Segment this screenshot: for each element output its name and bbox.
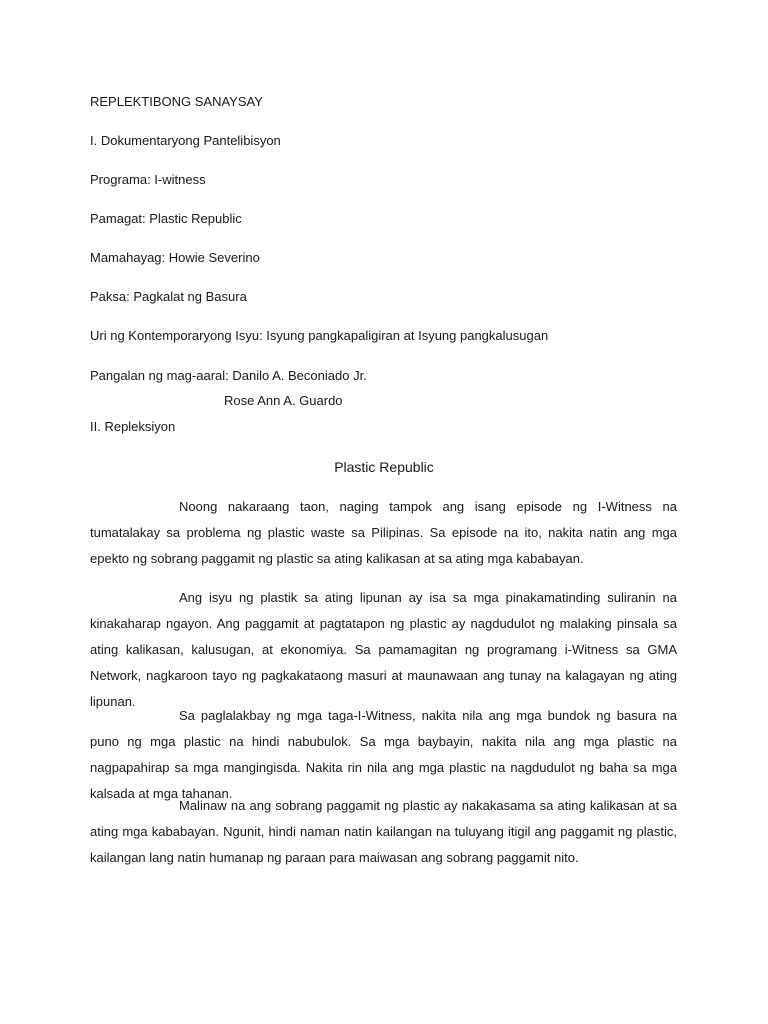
programa-line: Programa: I-witness [90, 172, 206, 187]
mamahayag-line: Mamahayag: Howie Severino [90, 250, 260, 265]
student-name-line: Pangalan ng mag-aaral: Danilo A. Beconiado Jr. [90, 368, 367, 383]
essay-paragraph: Sa paglalakbay ng mga taga-I-Witness, nakita nila ang mga bundok ng basura na puno ng mga plastic na hindi nabubulok. Sa mga baybayin, nakita nila ang mga plastic na nagpapahirap sa mga mangingisda. Nakita rin nila ang mga plastic na nagdudulot ng baha sa mga kalsada at mga tahanan. [90, 708, 677, 801]
document-heading: REPLEKTIBONG SANAYSAY [90, 94, 263, 109]
essay-paragraph: Noong nakaraang taon, naging tampok ang isang episode ng I-Witness na tumatalakay sa problema ng plastic waste sa Pilipinas. Sa episode na ito, nakita natin ang mga epekto ng sobrang paggamit ng plastic sa ating kalikasan at sa ating mga kababayan. [90, 499, 677, 566]
section-two-heading: II. Repleksiyon [90, 419, 176, 434]
pamagat-line: Pamagat: Plastic Republic [90, 211, 242, 226]
uri-line: Uri ng Kontemporaryong Isyu: Isyung pangkapaligiran at Isyung pangkalusugan [90, 328, 549, 343]
section-one-heading: I. Dokumentaryong Pantelibisyon [90, 133, 281, 148]
essay-title: Plastic Republic [334, 459, 434, 475]
paksa-line: Paksa: Pagkalat ng Basura [90, 289, 247, 304]
student-name-second: Rose Ann A. Guardo [224, 393, 343, 408]
essay-paragraph: Ang isyu ng plastik sa ating lipunan ay isa sa mga pinakamatinding suliranin na kinakaharap ngayon. Ang paggamit at pagtatapon ng plastic ay nagdudulot ng malaking pinsala sa ating kalikasan, kalusugan, at ekonomiya. Sa pamamagitan ng programang i-Witness sa GMA Network, nagkaroon tayo ng pagkakataong masuri at maunawaan ang tunay na kalagayan ng ating lipunan. [90, 590, 677, 709]
essay-paragraph: Malinaw na ang sobrang paggamit ng plastic ay nakakasama sa ating kalikasan at sa ating mga kababayan. Ngunit, hindi naman natin kailangan na tuluyang itigil ang paggamit ng plastic, kailangan lang natin humanap ng paraan para maiwasan ang sobrang paggamit nito. [90, 798, 677, 865]
